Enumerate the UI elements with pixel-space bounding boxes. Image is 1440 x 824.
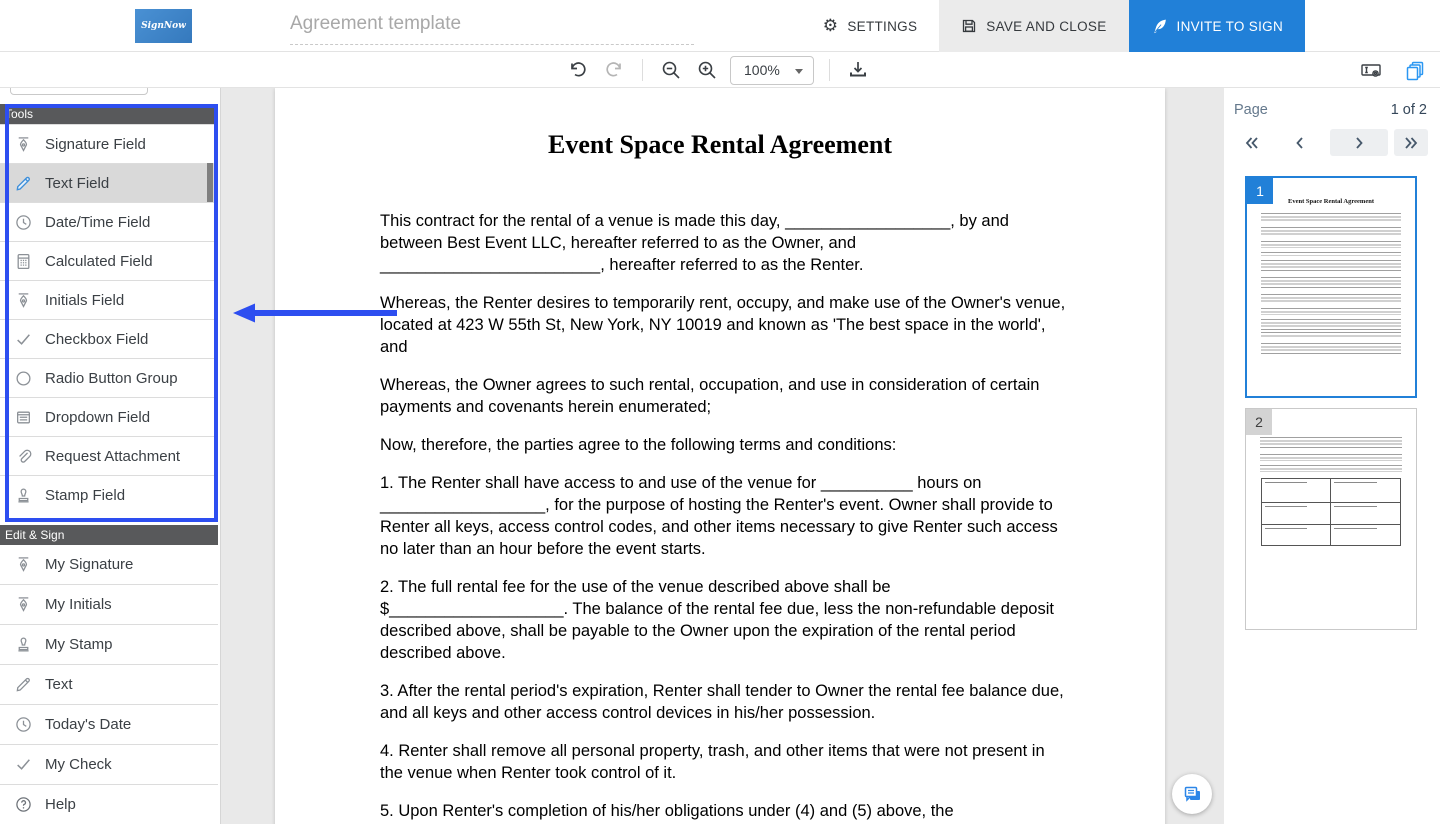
sidebar-item-label: Request Attachment <box>45 447 181 465</box>
sidebar-item-my-stamp[interactable] <box>0 625 218 665</box>
document-paragraph: 1. The Renter shall have access to and use of the venue for __________ hours on __________________, for the purpose of hosting the Renter's event. Owner shall provide to Renter all keys, access control codes, and other items necessary to give Renter such access no later than an hour before the event starts. <box>380 474 1058 558</box>
paperclip-icon <box>14 447 32 465</box>
sidebar-item-text-field[interactable] <box>0 163 218 202</box>
edit-sign-section <box>0 545 218 824</box>
signnow-logo[interactable] <box>135 9 192 43</box>
thumbnail-title: Event Space Rental Agreement <box>1288 198 1374 205</box>
document-paragraph: 4. Renter shall remove all personal property, trash, and other items that were not present in the venue when Renter took control of it. <box>380 742 1045 782</box>
check-icon <box>14 756 32 774</box>
page-thumbnail-1[interactable] <box>1245 176 1417 398</box>
duplicate-pages-icon[interactable] <box>1402 57 1428 83</box>
fields-sidebar <box>0 88 221 824</box>
sidebar-item-label: Dropdown Field <box>45 408 151 426</box>
calculator-icon <box>14 252 32 270</box>
sidebar-item-label: Checkbox Field <box>45 330 149 348</box>
page-number-badge: 1 <box>1247 178 1273 204</box>
zoom-out-button[interactable] <box>658 57 684 83</box>
sidebar-item-text[interactable] <box>0 665 218 705</box>
document-paragraph: 2. The full rental fee for the use of the venue described above shall be $___________________. The balance of the rental fee due, less the non-refundable deposit described above, shall be payable to the Owner upon the expiration of the rental period described above. <box>380 578 1054 662</box>
sidebar-item-label: Radio Button Group <box>45 369 178 387</box>
sidebar-item-my-check[interactable] <box>0 745 218 785</box>
document-page-1[interactable] <box>275 88 1165 824</box>
pencil-icon <box>14 676 32 694</box>
save-and-close-label: SAVE AND CLOSE <box>986 18 1107 34</box>
invite-to-sign-button[interactable] <box>1129 0 1305 52</box>
pen-nib-icon <box>14 596 32 614</box>
pen-nib-icon <box>14 135 32 153</box>
sidebar-item-label: Today's Date <box>45 716 132 733</box>
sidebar-item-datetime-field[interactable] <box>0 202 218 241</box>
toolbar-divider <box>642 59 643 81</box>
pen-nib-icon <box>14 556 32 574</box>
sidebar-item-calculated-field[interactable] <box>0 241 218 280</box>
sidebar-scrollbar-thumb[interactable] <box>207 163 213 202</box>
document-title-field[interactable] <box>290 13 694 45</box>
document-paragraph: This contract for the rental of a venue is made this day, __________________, by and between Best Event LLC, hereafter referred to as the Owner, and ________________________, hereafter referred to as the Renter. <box>380 212 1009 274</box>
document-canvas[interactable] <box>221 88 1224 824</box>
document-title-underline <box>290 44 694 45</box>
invite-to-sign-label: INVITE TO SIGN <box>1176 18 1283 34</box>
toolbar-divider <box>829 59 830 81</box>
gear-icon: ⚙ <box>822 15 839 36</box>
thumbnail-signature-table <box>1261 478 1401 546</box>
sidebar-item-label: Signature Field <box>45 135 146 153</box>
chat-bubbles-icon <box>1182 784 1203 805</box>
page-status: 1 of 2 <box>1390 102 1427 118</box>
feedback-chat-button[interactable] <box>1172 774 1212 814</box>
stamp-icon <box>14 486 32 504</box>
check-icon <box>14 330 32 348</box>
page-navigation <box>1224 129 1440 157</box>
tools-section <box>0 104 218 514</box>
zoom-level-value: 100% <box>744 62 780 78</box>
sidebar-item-label: Stamp Field <box>45 486 126 504</box>
document-body <box>275 210 1165 822</box>
sidebar-item-my-initials[interactable] <box>0 585 218 625</box>
sidebar-item-checkbox-field[interactable] <box>0 319 218 358</box>
sidebar-item-initials-field[interactable] <box>0 280 218 319</box>
undo-button[interactable] <box>565 57 591 83</box>
document-paragraph: 3. After the rental period's expiration, Renter shall tender to Owner the rental fee balance due, and all keys and other access control devices in his/her possession. <box>380 682 1064 722</box>
last-page-button[interactable] <box>1394 129 1428 156</box>
clock-icon <box>14 213 32 231</box>
clock-icon <box>14 716 32 734</box>
toolbar-center-group <box>565 52 871 88</box>
sidebar-item-help[interactable] <box>0 785 218 824</box>
document-paragraph: Now, therefore, the parties agree to the following terms and conditions: <box>380 436 897 454</box>
document-heading: Event Space Rental Agreement <box>548 130 892 159</box>
feather-icon <box>1151 18 1168 35</box>
page-indicator-row <box>1234 102 1427 118</box>
document-paragraph: 5. Upon Renter's completion of his/her obligations under (4) and (5) above, the <box>380 802 954 820</box>
settings-button[interactable] <box>801 0 939 52</box>
sidebar-item-stamp-field[interactable] <box>0 475 218 514</box>
sidebar-item-label: My Initials <box>45 596 112 613</box>
sidebar-item-label: Help <box>45 796 76 813</box>
download-button[interactable] <box>845 57 871 83</box>
document-title-value[interactable]: Agreement template <box>290 13 462 34</box>
sidebar-item-label: My Check <box>45 756 112 773</box>
sidebar-item-request-attachment[interactable] <box>0 436 218 475</box>
sidebar-item-label: My Stamp <box>45 636 113 653</box>
first-page-button[interactable] <box>1238 129 1266 156</box>
toolbar-right-group <box>1358 52 1428 88</box>
pencil-icon <box>14 174 32 192</box>
pages-panel <box>1224 88 1440 824</box>
pen-nib-icon <box>14 291 32 309</box>
edit-sign-section-header: Edit & Sign <box>0 525 218 545</box>
page-thumbnail-2[interactable] <box>1245 408 1417 630</box>
top-header <box>0 0 1440 52</box>
save-and-close-button[interactable] <box>939 0 1128 52</box>
document-toolbar <box>0 52 1440 88</box>
sidebar-item-my-signature[interactable] <box>0 545 218 585</box>
floppy-disk-icon <box>961 18 977 34</box>
thumbnail-page-preview <box>1247 205 1415 356</box>
sidebar-item-label: My Signature <box>45 556 134 573</box>
stamp-icon <box>14 636 32 654</box>
zoom-in-button[interactable] <box>694 57 720 83</box>
sidebar-item-label: Calculated Field <box>45 252 153 270</box>
field-settings-icon[interactable] <box>1358 57 1384 83</box>
header-actions <box>801 0 1305 52</box>
next-page-button[interactable] <box>1330 129 1388 156</box>
document-paragraph: Whereas, the Owner agrees to such rental, occupation, and use in consideration of certain payments and covenants herein enumerated; <box>380 376 1040 416</box>
chevron-down-icon <box>795 69 803 74</box>
document-paragraph: Whereas, the Renter desires to temporarily rent, occupy, and make use of the Owner's venue, located at 423 W 55th St, New York, NY 10019 and known as 'The best space in the world', and <box>380 294 1066 356</box>
radio-circle-icon <box>14 369 32 387</box>
sidebar-item-label: Text <box>45 676 73 693</box>
sidebar-item-label: Text Field <box>45 174 110 192</box>
redo-button[interactable] <box>601 57 627 83</box>
list-box-icon <box>14 408 32 426</box>
settings-label: SETTINGS <box>847 18 918 34</box>
zoom-level-select[interactable] <box>730 56 814 85</box>
question-circle-icon <box>14 796 32 814</box>
search-box-partial[interactable] <box>10 88 148 95</box>
sidebar-item-label: Initials Field <box>45 291 125 309</box>
page-label: Page <box>1234 102 1268 118</box>
sidebar-item-label: Date/Time Field <box>45 213 151 231</box>
sidebar-item-todays-date[interactable] <box>0 705 218 745</box>
previous-page-button[interactable] <box>1286 129 1314 156</box>
tools-section-header: Tools <box>0 104 218 124</box>
sidebar-item-signature-field[interactable] <box>0 124 218 163</box>
annotation-arrow-left-icon <box>231 302 403 324</box>
sidebar-item-radio-button-group[interactable] <box>0 358 218 397</box>
signnow-logo-text: SignNow <box>141 21 186 31</box>
page-number-badge: 2 <box>1246 409 1272 435</box>
sidebar-item-dropdown-field[interactable] <box>0 397 218 436</box>
